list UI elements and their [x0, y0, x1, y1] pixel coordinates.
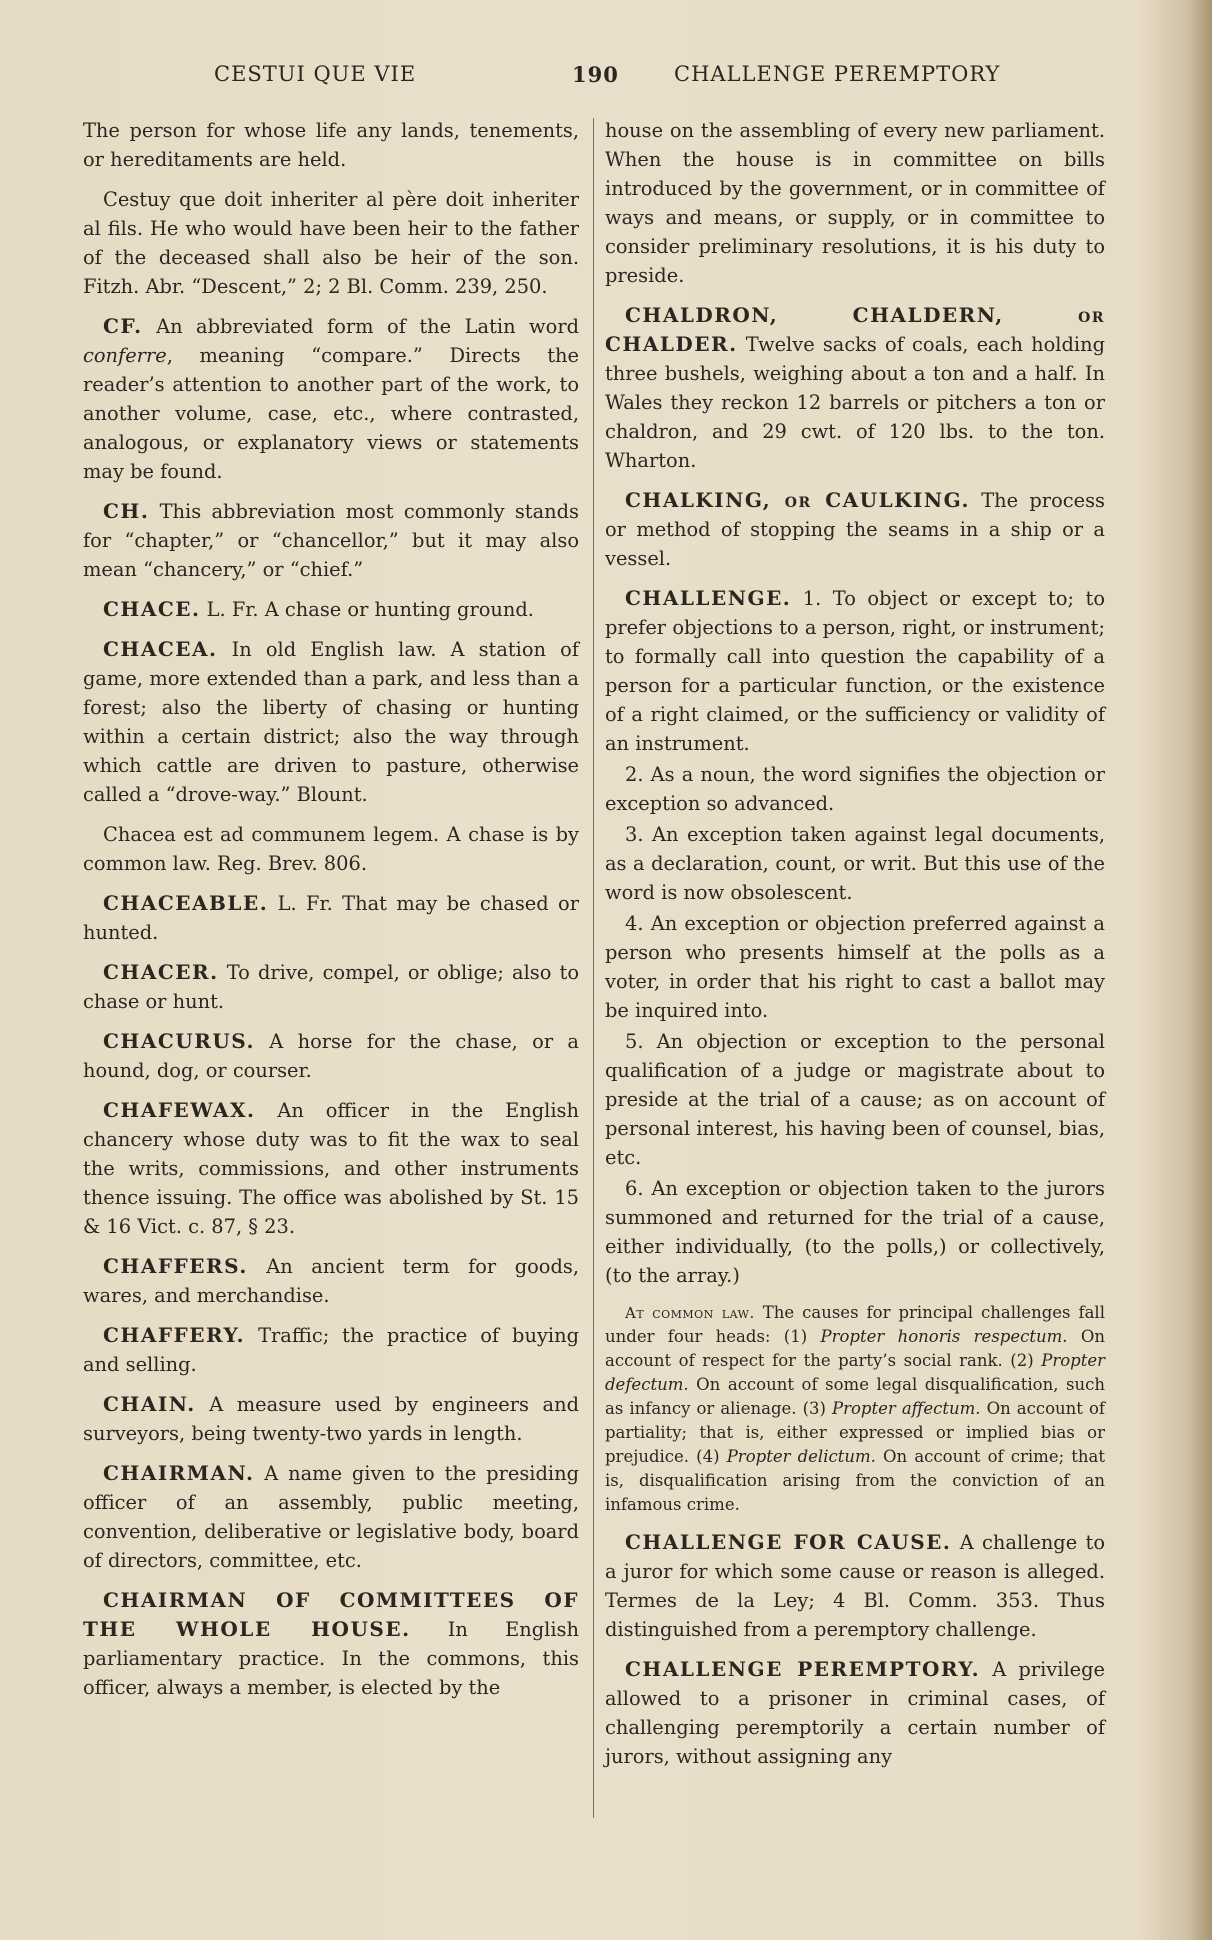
entry-text: This abbreviation most commonly stands for “chapter,” or “chancellor,” but it may also mean “chancery,” or “chief.” [83, 500, 579, 581]
header-first-entry: CESTUI QUE VIE [214, 62, 417, 86]
entry [605, 584, 1105, 758]
entry [83, 1252, 579, 1310]
entry-text: A horse for the chase, or a hound, dog, or courser. [83, 1030, 579, 1082]
entry-text: , meaning “compare.” Directs the reader’s attention to another part of the work, to another volume, case, etc., where contrasted, analogous, or explanatory views or statements may be found. [83, 344, 579, 483]
note-latin: Propter delictum. [726, 1447, 876, 1466]
entry-headword: CHAFFERY. [103, 1323, 246, 1347]
entry [83, 635, 579, 809]
entry [605, 486, 1105, 573]
entry-text: An officer in the English chancery whose duty was to fit the wax to seal the writs, commissions, and other instruments thence issuing. The office was abolished by St. 15 & 16 Vict. c. 87, § 23. [83, 1099, 579, 1238]
entry-text: L. Fr. That may be chased or hunted. [83, 892, 579, 944]
entry-headword: CHALLENGE. [625, 586, 792, 610]
entry-headword: CHAFFERS. [103, 1254, 248, 1278]
entry-text: A privilege allowed to a prisoner in criminal cases, of challenging peremptorily a certain number of jurors, without assigning any [605, 1658, 1106, 1768]
note-text: On account of crime; that is, disqualification arising from the conviction of an infamous crime. [605, 1447, 1105, 1514]
entry [83, 1586, 579, 1702]
entry [605, 301, 1105, 475]
note-latin: Propter defectum. [605, 1351, 1105, 1394]
entry-text: 1. To object or except to; to prefer objections to a person, right, or instrument; to formally call into question the capability of a person for a particular function, or the existence of a right claimed, or the sufficiency or validity of an instrument. [605, 587, 1105, 755]
small-print-note [605, 1301, 1105, 1517]
entry-headword: CHALDRON, CHALDERN, or CHALDER. [605, 303, 1105, 356]
entry-text: In English parliamentary practice. In the commons, this officer, always a member, is elected by the [83, 1618, 579, 1699]
note-lead: At common law. [625, 1304, 755, 1322]
entry-headword: CHACEA. [103, 637, 218, 661]
entry-headword: CHAIRMAN OF COMMITTEES OF THE WHOLE HOUSE. [83, 1588, 579, 1641]
entry-headword: CH. [103, 499, 150, 523]
entry-text: To drive, compel, or oblige; also to chase or hunt. [83, 961, 579, 1013]
entry-text: 5. An objection or exception to the personal qualification of a judge or magistrate about to preside at the trial of a cause; as on account of personal interest, his having been of counsel, bias, etc. [605, 1030, 1105, 1169]
note-text: On account of some legal disqualification, such as infancy or alienage. (3) [605, 1375, 1105, 1418]
note-text: The causes for principal challenges fall under four heads: (1) [605, 1303, 1105, 1346]
entry-text: The person for whose life any lands, tenements, or hereditaments are held. [83, 119, 579, 171]
entry-headword: CHACURUS. [103, 1029, 255, 1053]
entry-text: A challenge to a juror for which some cause or reason is alleged. Termes de la Ley; 4 Bl. Comm. 353. Thus distinguished from a peremptory challenge. [605, 1531, 1105, 1641]
entry-headword: CHACEABLE. [103, 891, 269, 915]
entry-text: The process or method of stopping the seams in a ship or a vessel. [605, 489, 1105, 570]
entry-italic: conferre [83, 344, 167, 367]
entry-headword: CHALKING, or CAULKING. [625, 488, 970, 512]
right-column [605, 116, 1105, 1782]
left-column [83, 116, 579, 1713]
entry-text: Traffic; the practice of buying and selling. [83, 1324, 579, 1376]
entry-text: Cestuy que doit inheriter al père doit inheriter al fils. He who would have been heir to the father of the deceased shall also be heir of the son. Fitzh. Abr. “Descent,” 2; 2 Bl. Comm. 239, 250. [83, 188, 579, 298]
entry [605, 1655, 1105, 1771]
entry [83, 497, 579, 584]
entry-text: 2. As a noun, the word signifies the objection or exception so advanced. [605, 763, 1105, 815]
entry-headword: CHACE. [103, 597, 201, 621]
entry-text: A name given to the presiding officer of an assembly, public meeting, convention, deliberative or legislative body, board of directors, committee, etc. [83, 1462, 579, 1572]
entry [83, 1096, 579, 1241]
note-text: On account of partiality; that is, either expressed or implied bias or prejudice. (4) [605, 1399, 1106, 1466]
header-last-entry: CHALLENGE PEREMPTORY [674, 62, 1001, 86]
entry-text: A measure used by engineers and surveyors, being twenty-two yards in length. [83, 1393, 579, 1445]
entry-headword: CHALLENGE FOR CAUSE. [625, 1530, 952, 1554]
entry-text: house on the assembling of every new parliament. When the house is in committee on bills introduced by the government, or in committee of ways and means, or supply, or in committee to consider preliminary resolutions, it is his duty to preside. [605, 119, 1105, 287]
entry [83, 595, 579, 624]
entry-headword: CHAIN. [103, 1392, 196, 1416]
entry-text: Twelve sacks of coals, each holding three bushels, weighing about a ton and a half. In Wales they reckon 12 barrels or pitchers a ton or chaldron, and 29 cwt. of 120 lbs. to the ton. Wharton. [605, 333, 1105, 472]
entry [83, 1027, 579, 1085]
entry [83, 1321, 579, 1379]
note-latin: Propter affectum. [832, 1399, 981, 1418]
entry-headword: CHALLENGE PEREMPTORY. [625, 1657, 981, 1681]
entry-headword: CHACER. [103, 960, 219, 984]
entry [605, 1528, 1105, 1644]
entry-text: 6. An exception or objection taken to the jurors summoned and returned for the trial of a cause, either individually, (to the polls,) or collectively, (to the array.) [605, 1177, 1105, 1287]
entry [83, 312, 579, 486]
entry [83, 889, 579, 947]
page-number: 190 [572, 62, 619, 87]
entry [83, 958, 579, 1016]
entry-text: L. Fr. A chase or hunting ground. [200, 598, 534, 621]
entry-text: An abbreviated form of the Latin word [142, 315, 579, 338]
note-text: On account of respect for the party’s social rank. (2) [605, 1327, 1105, 1370]
entry-text: An ancient term for goods, wares, and merchandise. [83, 1255, 579, 1307]
entry-text: Chacea est ad communem legem. A chase is by common law. Reg. Brev. 806. [83, 823, 579, 875]
entry [83, 1390, 579, 1448]
entry [83, 1459, 579, 1575]
entry-text: 3. An exception taken against legal documents, as a declaration, count, or writ. But this use of the word is now obsolescent. [605, 823, 1105, 904]
entry-headword: CHAIRMAN. [103, 1461, 255, 1485]
entry-text: 4. An exception or objection preferred against a person who presents himself at the polls as a voter, in order that his right to cast a ballot may be inquired into. [605, 912, 1105, 1022]
column-divider [593, 118, 594, 1818]
page-edge-shadow [1190, 0, 1212, 1940]
note-latin: Propter honoris respectum. [820, 1327, 1068, 1346]
running-header [0, 62, 1212, 92]
entry-text: In old English law. A station of game, more extended than a park, and less than a forest; also the liberty of chasing or hunting within a certain district; also the way through which cattle are driven to pasture, otherwise called a “drove-way.” Blount. [83, 638, 579, 806]
entry-headword: CF. [103, 314, 143, 338]
entry-headword: CHAFEWAX. [103, 1098, 256, 1122]
